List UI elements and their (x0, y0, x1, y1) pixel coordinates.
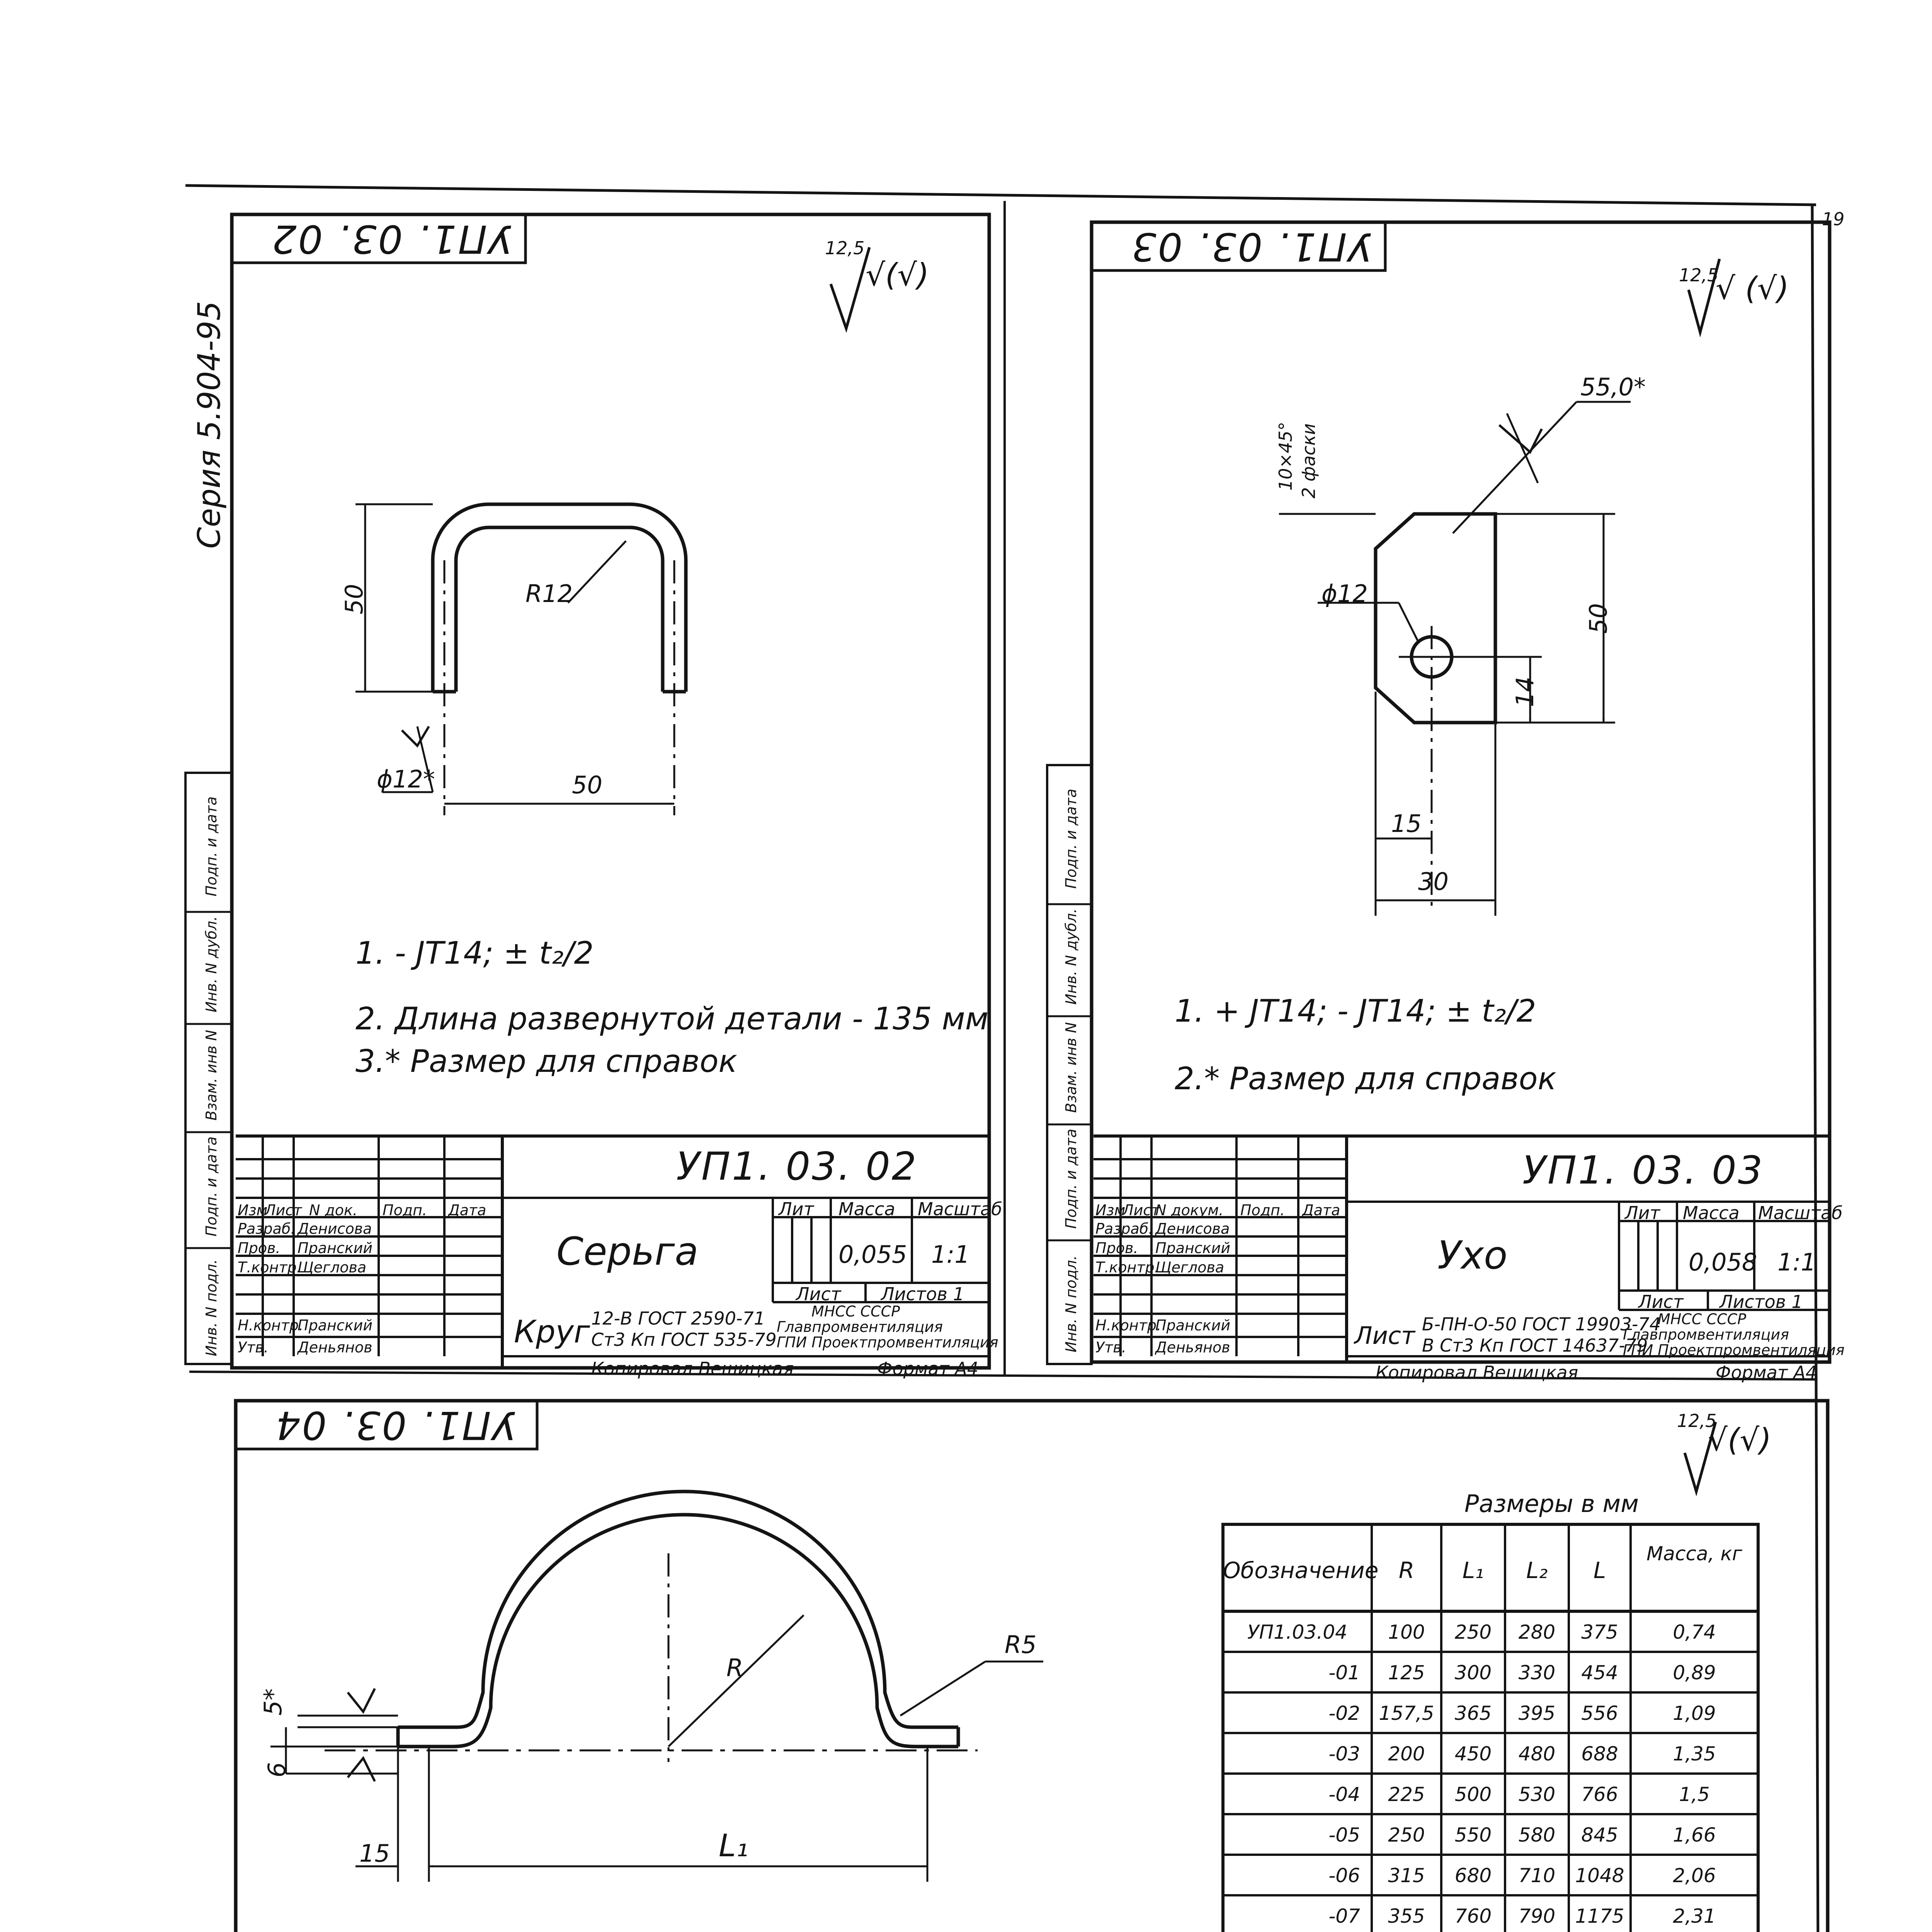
tb2-role-2: Пров. (1095, 1240, 1138, 1257)
tb2-format: Формат А4 (1716, 1362, 1817, 1383)
page-number: 19 (1822, 209, 1845, 230)
dim-height-50: 50 (340, 584, 368, 614)
drawing1-part-name: Серьга (556, 1229, 699, 1274)
drawing2-roughness-symbol: √ (√) (1716, 270, 1789, 306)
drawing1-mass: 0,055 (838, 1240, 907, 1269)
drawing1-top-code: УП1. 03. 02 (270, 216, 512, 262)
tb1-hdr-izm: Изм (238, 1202, 268, 1219)
table-cell: 1,35 (1673, 1743, 1716, 1765)
table-cell: 480 (1518, 1743, 1556, 1765)
table-cell-designation: -05 (1328, 1824, 1360, 1846)
dim-width-50: 50 (572, 771, 602, 799)
stamp-sign-date: Подп. и дата (1063, 789, 1080, 889)
drawing1-note-3: 3.* Размер для справок (355, 1043, 737, 1079)
dim-chamfer: 10×45° (1275, 422, 1296, 491)
part-ear (1279, 402, 1631, 916)
table-cell: 0,89 (1673, 1662, 1716, 1684)
table-cell: 1,66 (1673, 1824, 1716, 1846)
table-cell: 500 (1454, 1783, 1492, 1806)
tb2-hdr-list: Лист (1122, 1202, 1160, 1219)
tb1-hdr-doc: N док. (309, 1202, 358, 1219)
drawing2-scale: 1:1 (1777, 1248, 1816, 1276)
drawing1-roughness-value: 12,5 (825, 238, 865, 259)
dim-half-width-15: 15 (1391, 810, 1422, 838)
dim-hole-diameter: ϕ12 (1321, 580, 1368, 608)
tb1-name-5: Деньянов (298, 1339, 372, 1356)
drawing2-code: УП1. 03. 03 (1522, 1148, 1764, 1193)
table-cell: 1048 (1575, 1864, 1624, 1887)
drawing3-roughness-value: 12,5 (1677, 1410, 1717, 1431)
table-cell: 450 (1454, 1743, 1492, 1765)
table-cell: 766 (1581, 1783, 1618, 1806)
drawing1-note-2: 2. Длина развернутой детали - 135 мм (355, 1001, 989, 1037)
table-cell: 200 (1388, 1743, 1425, 1765)
dim-diameter-12: ϕ12* (377, 765, 435, 793)
table-header-r: R (1398, 1557, 1415, 1583)
tb2-org-3: ГПИ Проектпромвентиляция (1623, 1342, 1845, 1359)
tb2-name-3: Щеглова (1155, 1259, 1225, 1276)
stamp-sign-date: Подп. и дата (203, 796, 220, 896)
tb1-name-2: Пранский (298, 1240, 373, 1257)
table-caption: Размеры в мм (1464, 1490, 1639, 1518)
tb2-material-bottom: В Ст3 Кп ГОСТ 14637-79 (1422, 1335, 1648, 1356)
tb1-role-4: Н.контр. (238, 1317, 304, 1334)
dim-gap-5: 5* (259, 1688, 287, 1716)
tb1-hdr-date: Дата (448, 1202, 486, 1219)
tb1-name-1: Денисова (298, 1220, 372, 1237)
tb2-hdr-scale: Масштаб (1758, 1202, 1843, 1223)
table-cell: 100 (1388, 1621, 1425, 1643)
tb1-role-3: Т.контр. (238, 1259, 301, 1276)
drawing2-mass: 0,058 (1689, 1248, 1757, 1276)
tb2-sheet: Лист (1638, 1291, 1684, 1312)
table-cell-designation: -03 (1328, 1743, 1360, 1765)
tb1-material-bottom: Ст3 Кп ГОСТ 535-79 (591, 1329, 777, 1350)
drawing2-roughness-value: 12,5 (1679, 265, 1719, 286)
table-cell: 330 (1518, 1662, 1556, 1684)
table-cell-designation: -04 (1328, 1783, 1360, 1806)
table-cell-designation: -01 (1328, 1662, 1360, 1684)
tb1-sheets: Листов 1 (881, 1284, 964, 1304)
tb2-hdr-mass: Масса (1683, 1202, 1740, 1223)
table-cell: 315 (1388, 1864, 1425, 1887)
drawing2-part-name: Ухо (1437, 1233, 1508, 1278)
table-cell: 395 (1518, 1702, 1556, 1725)
table-cell: 300 (1454, 1662, 1492, 1684)
dim-chamfer-length: 55,0* (1580, 373, 1646, 401)
table-cell: 688 (1581, 1743, 1618, 1765)
tb2-role-3: Т.контр. (1095, 1259, 1159, 1276)
table-cell: 375 (1581, 1621, 1618, 1643)
tb2-role-5: Утв. (1095, 1339, 1126, 1356)
tb1-role-2: Пров. (238, 1240, 281, 1257)
dim-left-15: 15 (359, 1839, 390, 1867)
table-header-l1: L₁ (1462, 1557, 1484, 1583)
drawing3-roughness-symbol: √(√) (1708, 1422, 1772, 1458)
tb1-material-top: 12-В ГОСТ 2590-71 (591, 1308, 765, 1329)
dim-chamfer-note: 2 фаски (1298, 423, 1319, 498)
table-cell: 250 (1388, 1824, 1425, 1846)
tb2-material-top: Б-ПН-О-50 ГОСТ 19903-74 (1422, 1314, 1661, 1335)
table-header-mass: Масса, кг (1646, 1543, 1742, 1565)
tb1-role-1: Разраб. (238, 1220, 296, 1237)
tb2-hdr-doc: N докум. (1155, 1202, 1224, 1219)
tb2-name-1: Денисова (1155, 1220, 1230, 1237)
tb1-copied: Копировал Вешицкая (591, 1358, 794, 1379)
part-half-clamp-front (270, 1492, 1043, 1882)
drawing2-note-1: 1. + JT14; - JT14; ± t₂/2 (1175, 993, 1536, 1029)
table-cell: 365 (1454, 1702, 1492, 1725)
dim-thick-6: 6 (263, 1762, 291, 1777)
drawing3-top-code: УП1. 03. 04 (274, 1403, 516, 1448)
tb2-org-1: МНСС СССР (1658, 1311, 1747, 1328)
tb1-hdr-list: Лист (265, 1202, 302, 1219)
drawing1-note-1: 1. - JT14; ± t₂/2 (355, 935, 594, 971)
tb2-role-4: Н.контр. (1095, 1317, 1162, 1334)
tb2-role-1: Разраб. (1095, 1220, 1153, 1237)
table-header-designation: Обозначение (1223, 1557, 1379, 1583)
table-cell-designation: УП1.03.04 (1247, 1621, 1347, 1643)
tb1-hdr-lit: Лит (779, 1199, 814, 1219)
stamp-orig-no: Инв. N подл. (203, 1259, 220, 1356)
table-header-l2: L₂ (1526, 1557, 1548, 1583)
dim-radius-r: R (726, 1654, 743, 1682)
tb1-name-4: Пранский (298, 1317, 373, 1334)
stamp-sign-date-2: Подп. и дата (1063, 1129, 1080, 1229)
tb1-material-prefix: Круг (514, 1314, 590, 1350)
table-cell: 355 (1388, 1905, 1425, 1927)
table-cell: 1175 (1575, 1905, 1624, 1927)
table-cell-designation: -02 (1328, 1702, 1360, 1725)
tb1-hdr-scale: Масштаб (918, 1199, 1002, 1219)
table-cell: 550 (1454, 1824, 1492, 1846)
drawing2-top-code: УП1. 03. 03 (1130, 224, 1372, 269)
stamp-orig-no: Инв. N подл. (1063, 1255, 1080, 1352)
table-cell: 280 (1518, 1621, 1556, 1643)
tb1-org-1: МНСС СССР (811, 1303, 900, 1320)
table-header-l: L (1593, 1557, 1606, 1583)
series-label: Серия 5.904-95 (191, 301, 227, 549)
stamp-replace-no: Взам. инв N (1063, 1022, 1080, 1113)
tb2-hdr-izm: Изм (1095, 1202, 1126, 1219)
drawing1-code: УП1. 03. 02 (676, 1144, 918, 1189)
table-cell: 680 (1454, 1864, 1492, 1887)
dim-radius-r5: R5 (1005, 1631, 1037, 1659)
table-cell: 760 (1454, 1905, 1492, 1927)
table-cell: 530 (1518, 1783, 1556, 1806)
tb2-org-2: Главпромвентиляция (1623, 1326, 1789, 1343)
tb1-format: Формат А4 (877, 1358, 978, 1379)
drawing1-roughness-symbol: √(√) (866, 257, 929, 293)
tb1-role-5: Утв. (238, 1339, 269, 1356)
tb1-hdr-mass: Масса (838, 1199, 895, 1219)
table-cell: 1,5 (1679, 1783, 1710, 1806)
tb2-hdr-date: Дата (1302, 1202, 1340, 1219)
table-cell: 225 (1388, 1783, 1425, 1806)
tb2-copied: Копировал Вешицкая (1376, 1362, 1578, 1383)
tb1-hdr-sign: Подп. (383, 1202, 427, 1219)
stamp-replace-no: Взам. инв N (203, 1030, 220, 1121)
dim-hole-offset-14: 14 (1511, 677, 1539, 707)
tb1-sheet: Лист (796, 1284, 841, 1304)
drawing1-scale: 1:1 (931, 1240, 970, 1269)
table-cell: 2,31 (1673, 1905, 1716, 1927)
dim-radius-r12: R12 (526, 580, 573, 608)
tb1-org-2: Главпромвентиляция (777, 1318, 943, 1335)
table-cell: 0,74 (1673, 1621, 1716, 1643)
dim-l1: L₁ (719, 1828, 748, 1864)
table-cell: 250 (1454, 1621, 1492, 1643)
tb2-material-prefix: Лист (1354, 1321, 1415, 1350)
table-cell: 556 (1581, 1702, 1618, 1725)
tb2-hdr-sign: Подп. (1240, 1202, 1285, 1219)
stamp-dup-no: Инв. N дубл. (1063, 908, 1080, 1005)
table-cell-designation: -07 (1328, 1905, 1360, 1927)
table-cell: 790 (1518, 1905, 1556, 1927)
tb1-org-3: ГПИ Проектпромвентиляция (777, 1334, 998, 1351)
table-cell: 157,5 (1379, 1702, 1434, 1725)
tb1-name-3: Щеглова (298, 1259, 367, 1276)
table-cell: 845 (1581, 1824, 1618, 1846)
table-cell: 454 (1581, 1662, 1618, 1684)
tb2-name-4: Пранский (1155, 1317, 1231, 1334)
stamp-dup-no: Инв. N дубл. (203, 916, 220, 1012)
dim-height-50: 50 (1584, 603, 1612, 634)
table-cell: 1,09 (1673, 1702, 1716, 1725)
tb2-name-2: Пранский (1155, 1240, 1231, 1257)
table-cell: 580 (1518, 1824, 1556, 1846)
drawing2-note-2: 2.* Размер для справок (1175, 1061, 1556, 1097)
tb2-sheets: Листов 1 (1719, 1291, 1803, 1312)
table-cell: 710 (1518, 1864, 1556, 1887)
tb2-name-5: Деньянов (1155, 1339, 1230, 1356)
dim-width-30: 30 (1418, 867, 1449, 896)
table-cell: 125 (1388, 1662, 1425, 1684)
table-cell: 2,06 (1673, 1864, 1716, 1887)
table-cell-designation: -06 (1328, 1864, 1360, 1887)
stamp-sign-date-2: Подп. и дата (203, 1136, 220, 1236)
tb2-hdr-lit: Лит (1625, 1202, 1660, 1223)
